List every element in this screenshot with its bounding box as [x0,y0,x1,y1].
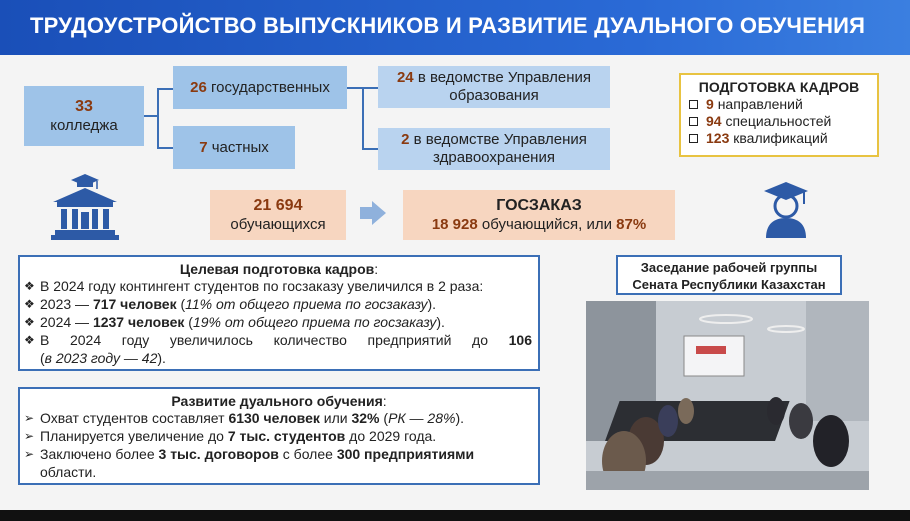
italic-text: 11% от общего приема по госзаказу [185,296,428,312]
bold-text: 6130 человек [228,410,320,426]
total-colleges-label: колледжа [50,116,118,134]
training-box [679,73,879,157]
bold-text: 300 предприятиями [336,446,475,462]
italic-text: в 2023 году — 42 [44,350,158,366]
edu-dept-num: 24 [396,69,414,86]
state-colleges-box [173,66,347,109]
list-item-text: или [319,410,352,426]
paren: ). [427,296,437,312]
list-item-text: Охват студентов составляет [40,410,229,426]
connector [144,115,158,117]
bold-text: 106 [508,332,532,348]
connector [362,87,364,149]
list-item-text: с более [278,446,337,462]
list-item [20,445,538,463]
arrow-bullet-icon: ➢ [24,447,35,461]
goszakaz-pct: 87% [616,215,647,233]
year-text: 2024 — [40,314,93,330]
connector [157,147,173,149]
checkbox-icon [689,134,698,143]
title-colon: : [374,261,379,277]
bold-text: 32% [351,410,380,426]
training-item-num: 9 [706,96,714,112]
training-item-num: 94 [706,113,722,129]
training-item [689,96,877,112]
goszakaz-title: ГОСЗАКАЗ [496,197,582,215]
paren: ). [455,410,465,426]
diamond-bullet-icon: ❖ [24,333,35,347]
list-item-continuation [20,349,538,367]
list-item-text: В 2024 году увеличилось количество предприятий до [40,332,509,348]
paren: ( [184,314,193,330]
meeting-photo [586,301,869,490]
list-item-text: Заключено более [40,446,159,462]
state-colleges-label: государственных [211,78,330,96]
italic-text: РК — 28% [388,410,456,426]
list-item [20,427,538,445]
connector [362,87,378,89]
university-building-icon [49,172,121,240]
health-dept-label-2: здравоохранения [433,149,555,166]
state-colleges-num: 26 [190,78,207,96]
list-item-text: области. [40,464,97,480]
photo-caption-line: Заседание рабочей группы [640,260,818,275]
training-item-label: квалификаций [733,130,828,146]
private-colleges-label: частных [211,138,269,156]
arrow-bullet-icon: ➢ [24,411,35,425]
list-item [20,331,538,349]
graduate-icon [760,180,812,240]
diamond-bullet-icon: ❖ [24,297,35,311]
checkbox-icon [689,100,698,109]
bold-text: 1237 человек [92,314,185,330]
edu-dept-label-1: в ведомстве Управления [417,69,592,86]
private-colleges-box [173,126,295,169]
italic-text: 19% от общего приема по госзаказу [192,314,437,330]
training-item-label: специальностей [725,113,832,129]
goszakaz-num: 18 928 [431,215,478,233]
list-item [20,313,538,331]
connector [347,87,363,89]
year-text: 2023 — [40,296,93,312]
list-item-text: до 2029 года. [345,428,437,444]
connector [362,148,378,150]
private-colleges-num: 7 [199,138,208,156]
total-colleges-num: 33 [75,98,93,116]
training-item [689,113,877,129]
page-title: ТРУДОУСТРОЙСТВО ВЫПУСКНИКОВ И РАЗВИТИЕ ДУАЛЬНОГО ОБУЧЕНИЯ [30,13,866,38]
bold-text: 7 тыс. студентов [227,428,346,444]
header-bar [0,0,910,55]
checkbox-icon [689,117,698,126]
title-colon: : [382,393,387,409]
paren: ). [157,350,166,366]
students-box [210,190,346,240]
target-training-panel [18,255,540,371]
edu-dept-label-2: образования [449,87,539,104]
connector [157,88,159,148]
arrow-bullet-icon: ➢ [24,429,35,443]
list-item [20,295,538,313]
diamond-bullet-icon: ❖ [24,315,35,329]
paren: ( [379,410,389,426]
health-dept-box [378,128,610,170]
list-item [20,277,538,295]
bottom-bar [0,510,910,521]
photo-caption [616,255,842,295]
arrow-right-icon [358,200,388,226]
edu-dept-box [378,66,610,108]
training-item [689,130,877,146]
goszakaz-text: обучающийся, или [481,215,612,233]
training-item-num: 123 [706,130,730,146]
list-item [20,409,538,427]
target-training-title: Целевая подготовка кадров [179,261,375,277]
training-title: ПОДГОТОВКА КАДРОВ [698,79,860,95]
list-item-continuation [20,463,538,481]
total-colleges-box [24,86,144,146]
paren: ( [40,350,45,366]
diamond-bullet-icon: ❖ [24,279,35,293]
students-label: обучающихся [230,215,326,233]
paren: ( [176,296,186,312]
bold-text: 717 человек [92,296,177,312]
meeting-photo-illustration [586,301,869,490]
goszakaz-box [403,190,675,240]
list-item-text: Планируется увеличение до [40,428,228,444]
students-num: 21 694 [253,197,303,215]
training-item-label: направлений [717,96,803,112]
connector [157,88,173,90]
photo-caption-line: Сената Республики Казахстан [632,277,826,292]
dual-training-panel [18,387,540,485]
dual-training-title: Развитие дуального обучения [171,393,383,409]
health-dept-label-1: в ведомстве Управления [413,131,587,148]
paren: ). [436,314,445,330]
health-dept-num: 2 [401,131,410,148]
bold-text: 3 тыс. договоров [158,446,279,462]
list-item-text: В 2024 году контингент студентов по госзаказу увеличился в 2 раза: [40,278,484,294]
